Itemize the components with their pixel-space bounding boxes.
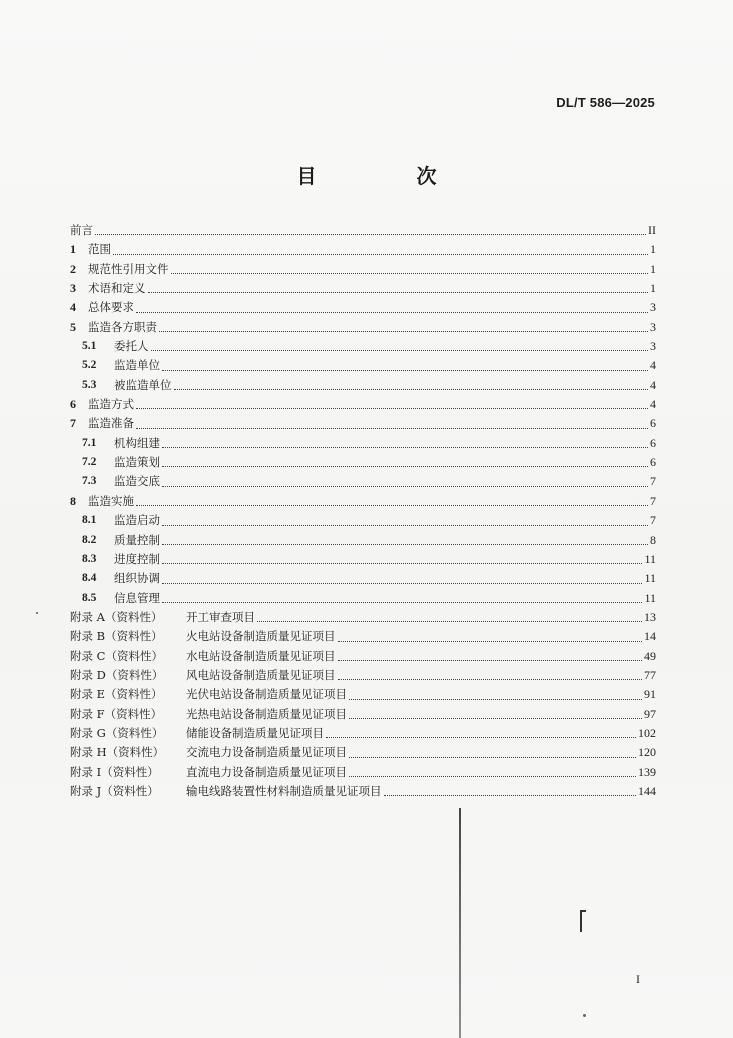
- toc-entry-page: 4: [650, 358, 656, 373]
- toc-entry-page: 77: [644, 667, 656, 682]
- toc-leader-dots: [162, 453, 648, 472]
- toc-entry-number: 附录 J（资料性）: [70, 783, 159, 798]
- toc-leader-dots: [326, 724, 636, 743]
- toc-entry-label: 监造方式: [88, 397, 134, 412]
- toc-entry[interactable]: [70, 376, 656, 395]
- toc-entry[interactable]: [70, 608, 656, 627]
- toc-entry-page: 6: [650, 416, 656, 431]
- toc-entry-page: 7: [650, 474, 656, 489]
- toc-entry-number: 8: [70, 493, 76, 508]
- toc-entry[interactable]: [70, 492, 656, 511]
- toc-entry-page: 11: [644, 590, 656, 605]
- toc-entry-number: 8.2: [82, 533, 97, 546]
- scan-artifact-mark: [580, 910, 582, 932]
- toc-entry-page: 1: [650, 261, 656, 276]
- toc-entry-label: 火电站设备制造质量见证项目: [186, 629, 336, 644]
- toc-entry-label: 信息管理: [114, 590, 160, 605]
- toc-entry-label: 光伏电站设备制造质量见证项目: [186, 687, 347, 702]
- toc-entry-number: 5: [70, 319, 76, 334]
- toc-entry[interactable]: [70, 453, 656, 472]
- toc-entry-label: 总体要求: [88, 300, 134, 315]
- toc-entry-number: 附录 G（资料性）: [70, 725, 164, 740]
- toc-leader-dots: [174, 376, 649, 395]
- toc-entry[interactable]: [70, 763, 656, 782]
- toc-leader-dots: [338, 666, 643, 685]
- toc-entry-page: 91: [644, 687, 656, 702]
- toc-entry[interactable]: [70, 705, 656, 724]
- toc-leader-dots: [338, 647, 643, 666]
- toc-leader-dots: [162, 434, 648, 453]
- toc-entry-label: 进度控制: [114, 551, 160, 566]
- toc-entry-label: 监造策划: [114, 455, 160, 470]
- toc-entry-page: 3: [650, 300, 656, 315]
- toc-leader-dots: [151, 337, 649, 356]
- toc-entry-page: II: [648, 223, 656, 237]
- toc-entry-label: 直流电力设备制造质量见证项目: [186, 764, 347, 779]
- toc-entry-number: 附录 B（资料性）: [70, 629, 163, 644]
- toc-entry-number: 8.5: [82, 591, 97, 604]
- toc-entry[interactable]: [70, 569, 656, 588]
- toc-entry-label: 监造准备: [88, 416, 134, 431]
- toc-entry-label: 术语和定义: [88, 281, 146, 296]
- toc-entry-label: 水电站设备制造质量见证项目: [186, 648, 336, 663]
- toc-entry-label: 委托人: [114, 339, 149, 354]
- toc-leader-dots: [349, 685, 642, 704]
- toc-entry-label: 监造实施: [88, 493, 134, 508]
- toc-entry-number: 附录 D（资料性）: [70, 667, 164, 682]
- toc-entry-page: 1: [650, 281, 656, 296]
- toc-list: [70, 221, 656, 801]
- toc-entry-label: 质量控制: [114, 532, 160, 547]
- toc-entry-number: 4: [70, 300, 76, 315]
- toc-entry[interactable]: [70, 589, 656, 608]
- toc-entry-number: 5.2: [82, 359, 97, 372]
- toc-leader-dots: [162, 550, 642, 569]
- toc-entry-page: 3: [650, 319, 656, 334]
- toc-entry-label: 开工审查项目: [186, 609, 255, 624]
- toc-title: 目 次: [296, 164, 477, 188]
- toc-entry-page: 1: [650, 242, 656, 257]
- toc-entry-label: 范围: [88, 242, 111, 257]
- toc-entry[interactable]: [70, 434, 656, 453]
- toc-entry[interactable]: [70, 531, 656, 550]
- toc-entry-number: 3: [70, 281, 76, 296]
- toc-entry-page: 139: [638, 764, 656, 779]
- toc-leader-dots: [349, 743, 636, 762]
- toc-entry-label: 监造交底: [114, 474, 160, 489]
- toc-entry-number: 8.3: [82, 552, 97, 565]
- toc-entry-page: 11: [644, 551, 656, 566]
- scan-artifact-line: [459, 808, 461, 1038]
- toc-entry[interactable]: [70, 337, 656, 356]
- toc-entry-page: 144: [638, 783, 656, 798]
- toc-entry-label: 光热电站设备制造质量见证项目: [186, 706, 347, 721]
- toc-entry-label: 风电站设备制造质量见证项目: [186, 667, 336, 682]
- toc-entry-page: 97: [644, 706, 656, 721]
- toc-entry-label: 监造各方职责: [88, 319, 157, 334]
- toc-entry-page: 4: [650, 397, 656, 412]
- toc-entry[interactable]: [70, 240, 656, 259]
- toc-leader-dots: [113, 240, 648, 259]
- toc-entry[interactable]: [70, 395, 656, 414]
- toc-entry-label: 交流电力设备制造质量见证项目: [186, 745, 347, 760]
- toc-entry[interactable]: [70, 472, 656, 491]
- document-code: DL/T 586—2025: [556, 95, 655, 110]
- toc-leader-dots: [162, 589, 642, 608]
- toc-entry-label: 储能设备制造质量见证项目: [186, 725, 324, 740]
- toc-entry-page: 7: [650, 513, 656, 528]
- toc-entry-page: 13: [644, 609, 656, 624]
- toc-entry-number: 8.1: [82, 514, 97, 527]
- toc-entry-page: 14: [644, 629, 656, 644]
- toc-entry-label: 机构组建: [114, 435, 160, 450]
- toc-entry-page: 102: [638, 725, 656, 740]
- toc-leader-dots: [384, 782, 637, 801]
- toc-entry-label: 组织协调: [114, 571, 160, 586]
- toc-entry[interactable]: [70, 318, 656, 337]
- toc-entry-number: 附录 I（资料性）: [70, 764, 159, 779]
- toc-entry[interactable]: [70, 743, 656, 762]
- toc-entry-number: 1: [70, 242, 76, 257]
- toc-leader-dots: [162, 511, 648, 530]
- toc-leader-dots: [162, 531, 648, 550]
- toc-entry[interactable]: [70, 511, 656, 530]
- toc-entry[interactable]: [70, 298, 656, 317]
- toc-entry[interactable]: [70, 647, 656, 666]
- toc-leader-dots: [349, 763, 636, 782]
- toc-entry-page: 6: [650, 455, 656, 470]
- scan-artifact-dot: [583, 1014, 586, 1017]
- toc-leader-dots: [338, 627, 643, 646]
- toc-leader-dots: [136, 298, 648, 317]
- toc-entry-number: 5.3: [82, 378, 97, 391]
- toc-leader-dots: [148, 279, 649, 298]
- toc-leader-dots: [162, 569, 642, 588]
- toc-entry-number: 5.1: [82, 340, 97, 353]
- toc-entry[interactable]: [70, 550, 656, 569]
- toc-entry-number: 附录 H（资料性）: [70, 745, 165, 760]
- toc-entry-label: 监造启动: [114, 513, 160, 528]
- toc-leader-dots: [136, 492, 648, 511]
- toc-entry-number: 7: [70, 416, 76, 431]
- toc-leader-dots: [349, 705, 642, 724]
- scan-artifact-dot: [36, 612, 38, 614]
- toc-entry-page: 120: [638, 745, 656, 760]
- toc-entry[interactable]: [70, 782, 656, 801]
- toc-entry[interactable]: [70, 666, 656, 685]
- toc-entry[interactable]: [70, 414, 656, 433]
- toc-entry-number: 8.4: [82, 572, 97, 585]
- toc-entry-label: 规范性引用文件: [88, 261, 169, 276]
- toc-leader-dots: [136, 395, 648, 414]
- toc-entry-number: 附录 F（资料性）: [70, 706, 163, 721]
- toc-entry-page: 11: [644, 571, 656, 586]
- toc-entry-page: 7: [650, 493, 656, 508]
- toc-leader-dots: [136, 414, 648, 433]
- toc-entry-label: 输电线路装置性材料制造质量见证项目: [186, 783, 382, 798]
- toc-entry[interactable]: [70, 221, 656, 240]
- toc-entry-number: 附录 C（资料性）: [70, 648, 163, 663]
- toc-entry[interactable]: [70, 685, 656, 704]
- toc-leader-dots: [162, 472, 648, 491]
- toc-entry-page: 8: [650, 532, 656, 547]
- toc-entry-number: 附录 E（资料性）: [70, 687, 163, 702]
- toc-entry-number: 7.3: [82, 475, 97, 488]
- toc-entry-number: 7.2: [82, 456, 97, 469]
- toc-entry-number: 6: [70, 397, 76, 412]
- toc-entry-page: 49: [644, 648, 656, 663]
- toc-entry[interactable]: [70, 260, 656, 279]
- toc-entry-number: 2: [70, 261, 76, 276]
- toc-entry[interactable]: [70, 724, 656, 743]
- toc-leader-dots: [257, 608, 642, 627]
- toc-leader-dots: [171, 260, 649, 279]
- toc-entry-number: 7.1: [82, 436, 97, 449]
- toc-entry-page: 4: [650, 377, 656, 392]
- toc-entry-label: 前言: [70, 223, 93, 237]
- page-number: I: [636, 972, 640, 986]
- toc-entry-page: 3: [650, 339, 656, 354]
- toc-leader-dots: [95, 221, 646, 240]
- toc-entry-number: 附录 A（资料性）: [70, 609, 163, 624]
- toc-entry[interactable]: [70, 356, 656, 375]
- toc-leader-dots: [162, 356, 648, 375]
- toc-entry[interactable]: [70, 627, 656, 646]
- toc-entry[interactable]: [70, 279, 656, 298]
- toc-entry-page: 6: [650, 435, 656, 450]
- toc-leader-dots: [159, 318, 648, 337]
- toc-entry-label: 监造单位: [114, 358, 160, 373]
- toc-entry-label: 被监造单位: [114, 377, 172, 392]
